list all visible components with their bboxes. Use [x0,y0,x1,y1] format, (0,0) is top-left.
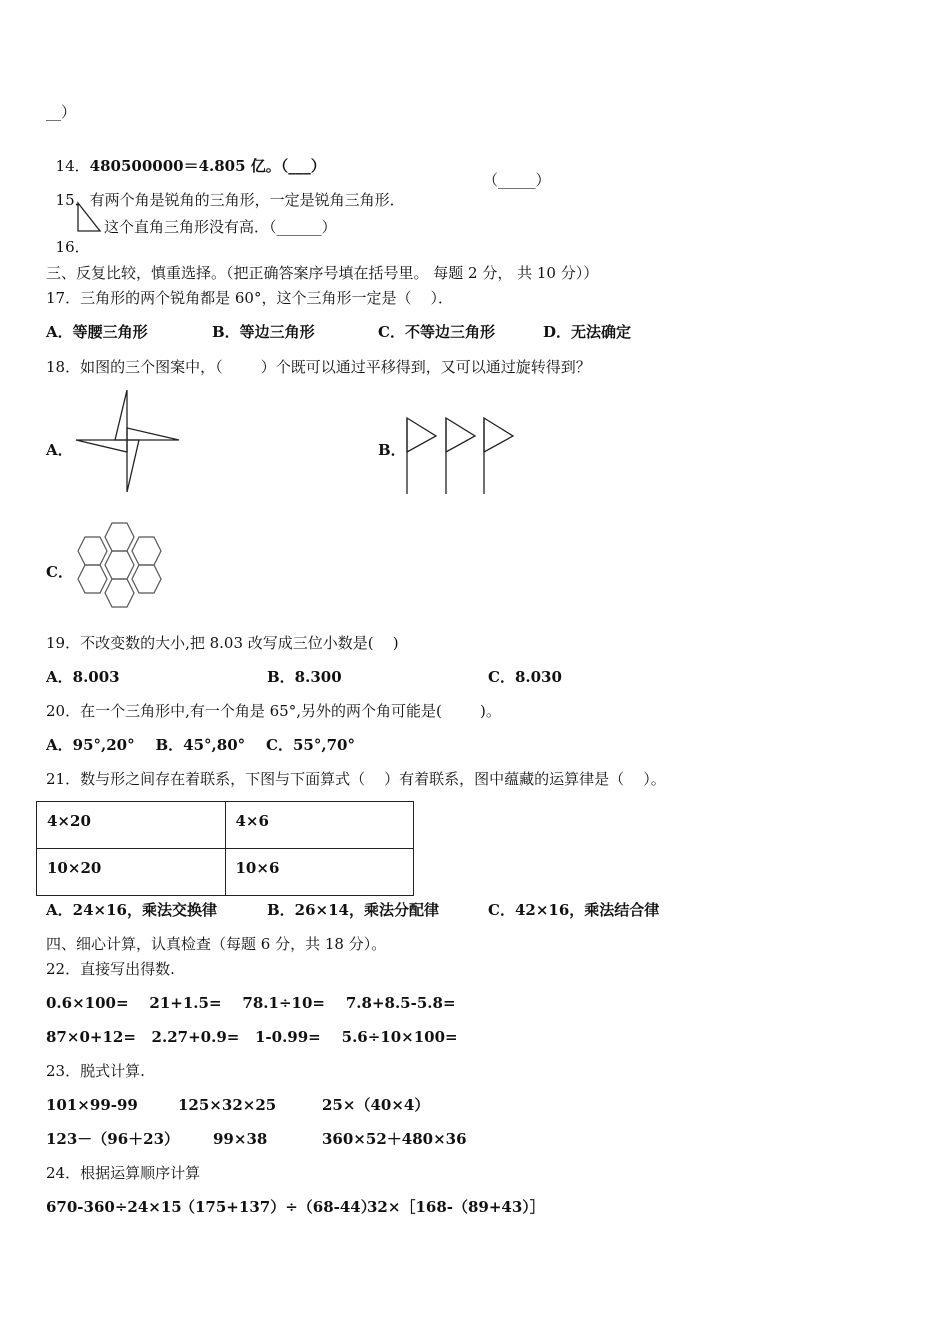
question-19: 19．不改变数的大小,把 8.03 改写成三位小数是( ) [46,634,399,652]
q21-grid [36,801,414,896]
q19-option-c: C．8.030 [488,668,562,686]
q24-item: 32×［168-（89+43）］ [367,1198,545,1216]
q23-item: 101×99-99 [46,1096,138,1114]
q18-label-a: A． [46,441,73,459]
q23-item: 25×（40×4） [322,1096,430,1114]
grid-cell: 4×6 [225,802,414,849]
grid-cell: 4×20 [37,802,226,849]
q24-item: 670-360÷24×15 [46,1198,182,1216]
q17-option-d: D．无法确定 [543,323,632,341]
q21-option-b: B．26×14，乘法分配律 [267,901,439,919]
q17-option-c: C．不等边三角形 [378,323,495,341]
question-24: 24．根据运算顺序计算 [46,1164,201,1182]
question-15-text: 有两个角是锐角的三角形，一定是锐角三角形． [89,191,405,209]
question-15-blank: （_____） [483,171,551,189]
question-14-text: 480500000＝4.805 亿。（___） [89,157,326,175]
q23-item: 125×32×25 [178,1096,277,1114]
q22-row-2: 87×0+12= 2.27+0.9= 1-0.99= 5.6÷10×100= [46,1028,458,1046]
section-4-heading: 四、细心计算，认真检查（每题 6 分，共 18 分）。 [46,935,387,953]
question-14-number: 14． [55,157,90,175]
hexagons-figure [72,518,168,616]
grid-cell: 10×20 [37,849,226,896]
question-22: 22．直接写出得数. [46,960,175,978]
question-21: 21．数与形之间存在着联系，下图与下面算式（ ）有着联系，图中蕴藏的运算律是（ ）。 [46,770,666,788]
q23-item: 123－（96＋23） [46,1130,180,1148]
q18-label-b: B． [378,441,406,459]
q20-options: A．95°,20° B．45°,80° C．55°,70° [46,736,355,754]
question-15-number: 15． [55,191,90,209]
q21-option-a: A．24×16，乘法交换律 [46,901,217,919]
q21-option-c: C．42×16，乘法结合律 [488,901,660,919]
q19-option-a: A．8.003 [46,668,120,686]
question-20: 20．在一个三角形中,有一个角是 65°,另外的两个角可能是( )。 [46,702,501,720]
q17-option-a: A．等腰三角形 [46,323,148,341]
flags-figure [402,414,520,496]
pinwheel-figure [74,388,184,496]
q17-option-b: B．等边三角形 [212,323,315,341]
q19-option-b: B．8.300 [267,668,342,686]
q23-item: 99×38 [213,1130,268,1148]
right-triangle-figure [76,201,102,233]
grid-cell: 10×6 [225,849,414,896]
question-17: 17．三角形的两个锐角都是 60°，这个三角形一定是（ ）． [46,289,454,307]
q23-item: 360×52＋480×36 [322,1130,467,1148]
q18-label-c: C． [46,563,73,581]
top-fragment: __） [46,103,77,121]
question-16-number: 16． [55,238,90,256]
q24-item: （175+137）÷（68-44） [180,1198,376,1216]
question-16-text: 这个直角三角形没有高．（______） [104,218,337,236]
question-23: 23．脱式计算. [46,1062,145,1080]
question-18: 18．如图的三个图案中，（ ）个既可以通过平移得到，又可以通过旋转得到？ [46,358,591,376]
q22-row-1: 0.6×100= 21+1.5= 78.1÷10= 7.8+8.5-5.8= [46,994,456,1012]
section-3-heading: 三、反复比较，慎重选择。（把正确答案序号填在括号里。 每题 2 分， 共 10 分）） [46,264,599,282]
